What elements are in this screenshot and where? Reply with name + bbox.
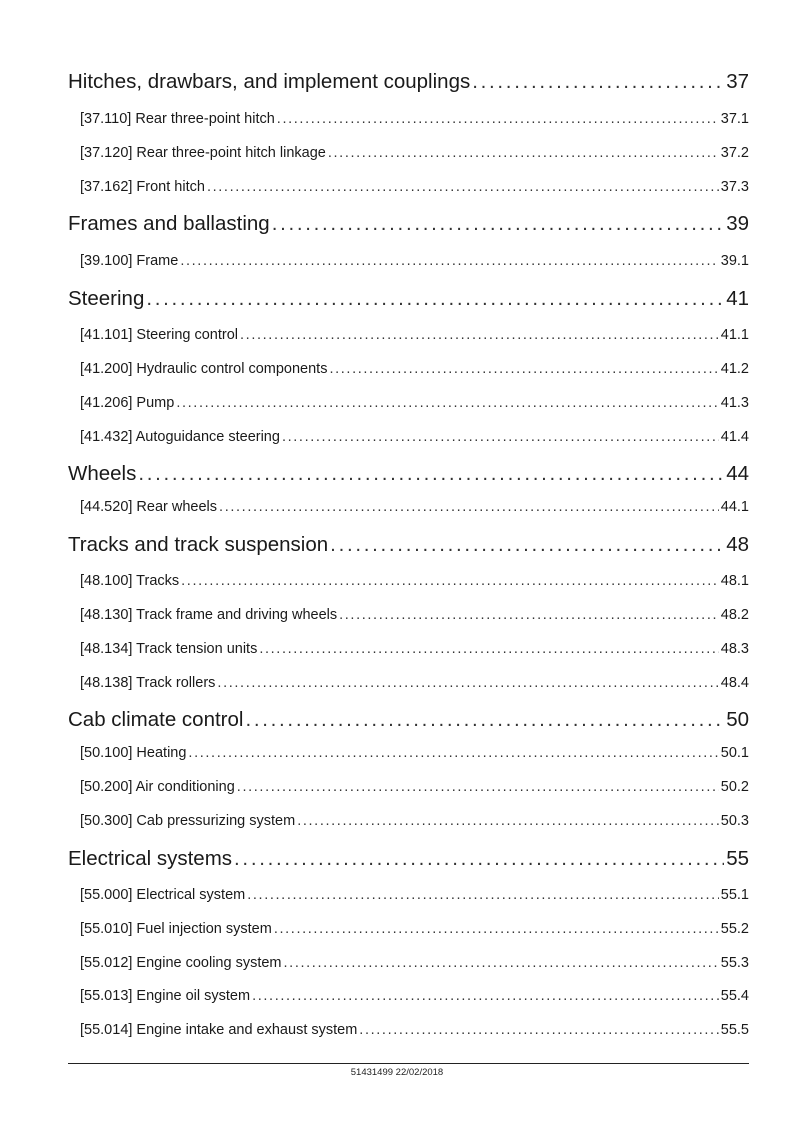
footer-divider bbox=[68, 1063, 749, 1064]
dot-leader bbox=[188, 743, 718, 763]
dot-leader bbox=[259, 639, 718, 659]
section-title: [55.010] Fuel injection system bbox=[80, 921, 272, 937]
toc-section-entry[interactable] bbox=[80, 571, 749, 591]
toc-section-entry[interactable] bbox=[80, 1020, 749, 1040]
toc-section-entry[interactable] bbox=[80, 605, 749, 625]
section-title: [37.120] Rear three-point hitch linkage bbox=[80, 145, 326, 161]
toc-chapter-entry[interactable] bbox=[68, 845, 749, 873]
toc-section-entry[interactable] bbox=[80, 109, 749, 129]
section-page-number: 41.3 bbox=[720, 395, 749, 411]
toc-chapter-entry[interactable] bbox=[68, 68, 749, 96]
section-page-number: 48.1 bbox=[720, 573, 749, 589]
toc-section-entry[interactable] bbox=[80, 639, 749, 659]
chapter-title: Steering bbox=[68, 287, 145, 310]
toc-section-entry[interactable] bbox=[80, 143, 749, 163]
section-page-number: 44.1 bbox=[720, 499, 749, 515]
toc-section-entry[interactable] bbox=[80, 743, 749, 763]
toc-section-entry[interactable] bbox=[80, 953, 749, 973]
toc-section-entry[interactable] bbox=[80, 251, 749, 271]
toc-section-entry[interactable] bbox=[80, 325, 749, 345]
dot-leader bbox=[328, 143, 719, 163]
section-title: [50.100] Heating bbox=[80, 745, 187, 761]
section-page-number: 41.4 bbox=[720, 429, 749, 445]
chapter-page-number: 37 bbox=[726, 70, 749, 93]
dot-leader bbox=[138, 460, 724, 488]
section-page-number: 37.3 bbox=[720, 179, 749, 195]
section-page-number: 55.1 bbox=[720, 887, 749, 903]
dot-leader bbox=[274, 919, 719, 939]
toc-chapter-entry[interactable] bbox=[68, 210, 749, 238]
section-page-number: 37.2 bbox=[720, 145, 749, 161]
section-title: [48.134] Track tension units bbox=[80, 641, 258, 657]
chapter-title: Hitches, drawbars, and implement couplings bbox=[68, 70, 471, 93]
dot-leader bbox=[252, 986, 719, 1006]
chapter-title: Electrical systems bbox=[68, 847, 233, 870]
section-page-number: 39.1 bbox=[720, 253, 749, 269]
dot-leader bbox=[272, 210, 725, 238]
chapter-page-number: 39 bbox=[726, 212, 749, 235]
section-page-number: 48.2 bbox=[720, 607, 749, 623]
chapter-title: Wheels bbox=[68, 462, 137, 485]
section-page-number: 37.1 bbox=[720, 111, 749, 127]
section-title: [48.130] Track frame and driving wheels bbox=[80, 607, 338, 623]
section-page-number: 50.1 bbox=[720, 745, 749, 761]
toc-chapter-entry[interactable] bbox=[68, 285, 749, 313]
dot-leader bbox=[146, 285, 724, 313]
section-title: [41.101] Steering control bbox=[80, 327, 238, 343]
chapter-page-number: 55 bbox=[726, 847, 749, 870]
section-page-number: 55.3 bbox=[720, 955, 749, 971]
section-title: [50.300] Cab pressurizing system bbox=[80, 813, 296, 829]
dot-leader bbox=[234, 845, 724, 873]
toc-section-entry[interactable] bbox=[80, 919, 749, 939]
toc-chapter-entry[interactable] bbox=[68, 706, 749, 734]
section-page-number: 48.3 bbox=[720, 641, 749, 657]
chapter-page-number: 41 bbox=[726, 287, 749, 310]
section-title: [41.432] Autoguidance steering bbox=[80, 429, 280, 445]
section-title: [55.000] Electrical system bbox=[80, 887, 246, 903]
dot-leader bbox=[237, 777, 719, 797]
section-title: [41.206] Pump bbox=[80, 395, 175, 411]
section-title: [50.200] Air conditioning bbox=[80, 779, 235, 795]
toc-section-entry[interactable] bbox=[80, 359, 749, 379]
section-title: [55.013] Engine oil system bbox=[80, 988, 251, 1004]
toc-section-entry[interactable] bbox=[80, 497, 749, 517]
dot-leader bbox=[329, 359, 718, 379]
dot-leader bbox=[217, 673, 718, 693]
section-title: [37.110] Rear three-point hitch bbox=[80, 111, 275, 127]
section-page-number: 48.4 bbox=[720, 675, 749, 691]
section-page-number: 41.2 bbox=[720, 361, 749, 377]
dot-leader bbox=[297, 811, 719, 831]
dot-leader bbox=[277, 109, 719, 129]
dot-leader bbox=[472, 68, 724, 96]
dot-leader bbox=[219, 497, 719, 517]
section-page-number: 55.4 bbox=[720, 988, 749, 1004]
section-page-number: 50.2 bbox=[720, 779, 749, 795]
chapter-title: Frames and ballasting bbox=[68, 212, 270, 235]
toc-chapter-entry[interactable] bbox=[68, 531, 749, 559]
toc-section-entry[interactable] bbox=[80, 885, 749, 905]
chapter-title: Cab climate control bbox=[68, 708, 244, 731]
section-title: [48.138] Track rollers bbox=[80, 675, 216, 691]
toc-section-entry[interactable] bbox=[80, 177, 749, 197]
section-page-number: 55.5 bbox=[720, 1022, 749, 1038]
toc-section-entry[interactable] bbox=[80, 427, 749, 447]
dot-leader bbox=[181, 571, 719, 591]
section-title: [41.200] Hydraulic control components bbox=[80, 361, 328, 377]
dot-leader bbox=[282, 427, 719, 447]
section-page-number: 55.2 bbox=[720, 921, 749, 937]
chapter-page-number: 44 bbox=[726, 462, 749, 485]
section-page-number: 41.1 bbox=[720, 327, 749, 343]
toc-section-entry[interactable] bbox=[80, 673, 749, 693]
section-title: [37.162] Front hitch bbox=[80, 179, 205, 195]
toc-section-entry[interactable] bbox=[80, 777, 749, 797]
dot-leader bbox=[284, 953, 719, 973]
chapter-title: Tracks and track suspension bbox=[68, 533, 329, 556]
section-title: [48.100] Tracks bbox=[80, 573, 180, 589]
dot-leader bbox=[245, 706, 724, 734]
dot-leader bbox=[180, 251, 718, 271]
dot-leader bbox=[247, 885, 719, 905]
section-title: [39.100] Frame bbox=[80, 253, 179, 269]
chapter-page-number: 48 bbox=[726, 533, 749, 556]
dot-leader bbox=[339, 605, 719, 625]
dot-leader bbox=[330, 531, 724, 559]
toc-section-entry[interactable] bbox=[80, 393, 749, 413]
toc-section-entry[interactable] bbox=[80, 986, 749, 1006]
toc-chapter-entry[interactable] bbox=[68, 460, 749, 488]
section-title: [44.520] Rear wheels bbox=[80, 499, 218, 515]
chapter-page-number: 50 bbox=[726, 708, 749, 731]
footer-document-id: 51431499 22/02/2018 bbox=[350, 1067, 444, 1078]
dot-leader bbox=[359, 1020, 718, 1040]
section-title: [55.012] Engine cooling system bbox=[80, 955, 282, 971]
section-title: [55.014] Engine intake and exhaust system bbox=[80, 1022, 358, 1038]
dot-leader bbox=[176, 393, 718, 413]
dot-leader bbox=[240, 325, 719, 345]
section-page-number: 50.3 bbox=[720, 813, 749, 829]
toc-section-entry[interactable] bbox=[80, 811, 749, 831]
dot-leader bbox=[207, 177, 719, 197]
